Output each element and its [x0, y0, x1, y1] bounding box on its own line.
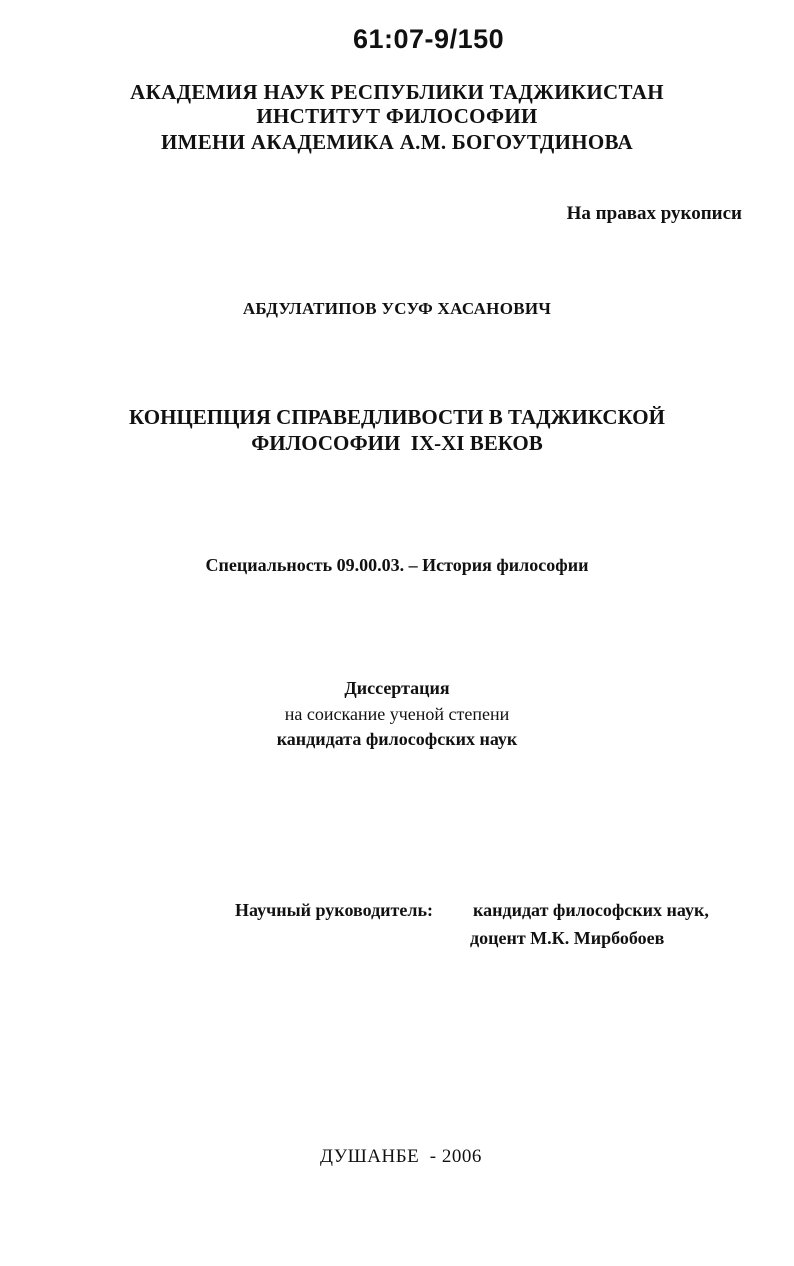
- author-name: АБДУЛАТИПОВ УСУФ ХАСАНОВИЧ: [242, 299, 552, 318]
- dissertation-title-line-2: ФИЛОСОФИИ IX-XI ВЕКОВ: [251, 431, 543, 455]
- institution-line-3: ИМЕНИ АКАДЕМИКА А.М. БОГОУТДИНОВА: [161, 130, 633, 154]
- institution-line-2: ИНСТИТУТ ФИЛОСОФИИ: [256, 104, 538, 128]
- institution-line-1: АКАДЕМИЯ НАУК РЕСПУБЛИКИ ТАДЖИКИСТАН: [130, 80, 664, 104]
- supervisor-degree: кандидат философских наук,: [473, 900, 709, 920]
- dissertation-title-line-1: КОНЦЕПЦИЯ СПРАВЕДЛИВОСТИ В ТАДЖИКСКОЙ: [129, 405, 665, 429]
- supervisor-name: доцент М.К. Мирбобоев: [470, 928, 665, 948]
- degree-line-2: кандидата философских наук: [276, 729, 518, 749]
- catalog-number: 61:07-9/150: [353, 24, 505, 54]
- place-year: ДУШАНБЕ - 2006: [320, 1146, 482, 1167]
- rights-note: На правах рукописи: [566, 203, 742, 224]
- supervisor-label: Научный руководитель:: [235, 900, 433, 920]
- speciality: Специальность 09.00.03. – История философии: [205, 555, 589, 575]
- dissertation-label: Диссертация: [344, 678, 450, 698]
- degree-line-1: на соискание ученой степени: [284, 704, 510, 724]
